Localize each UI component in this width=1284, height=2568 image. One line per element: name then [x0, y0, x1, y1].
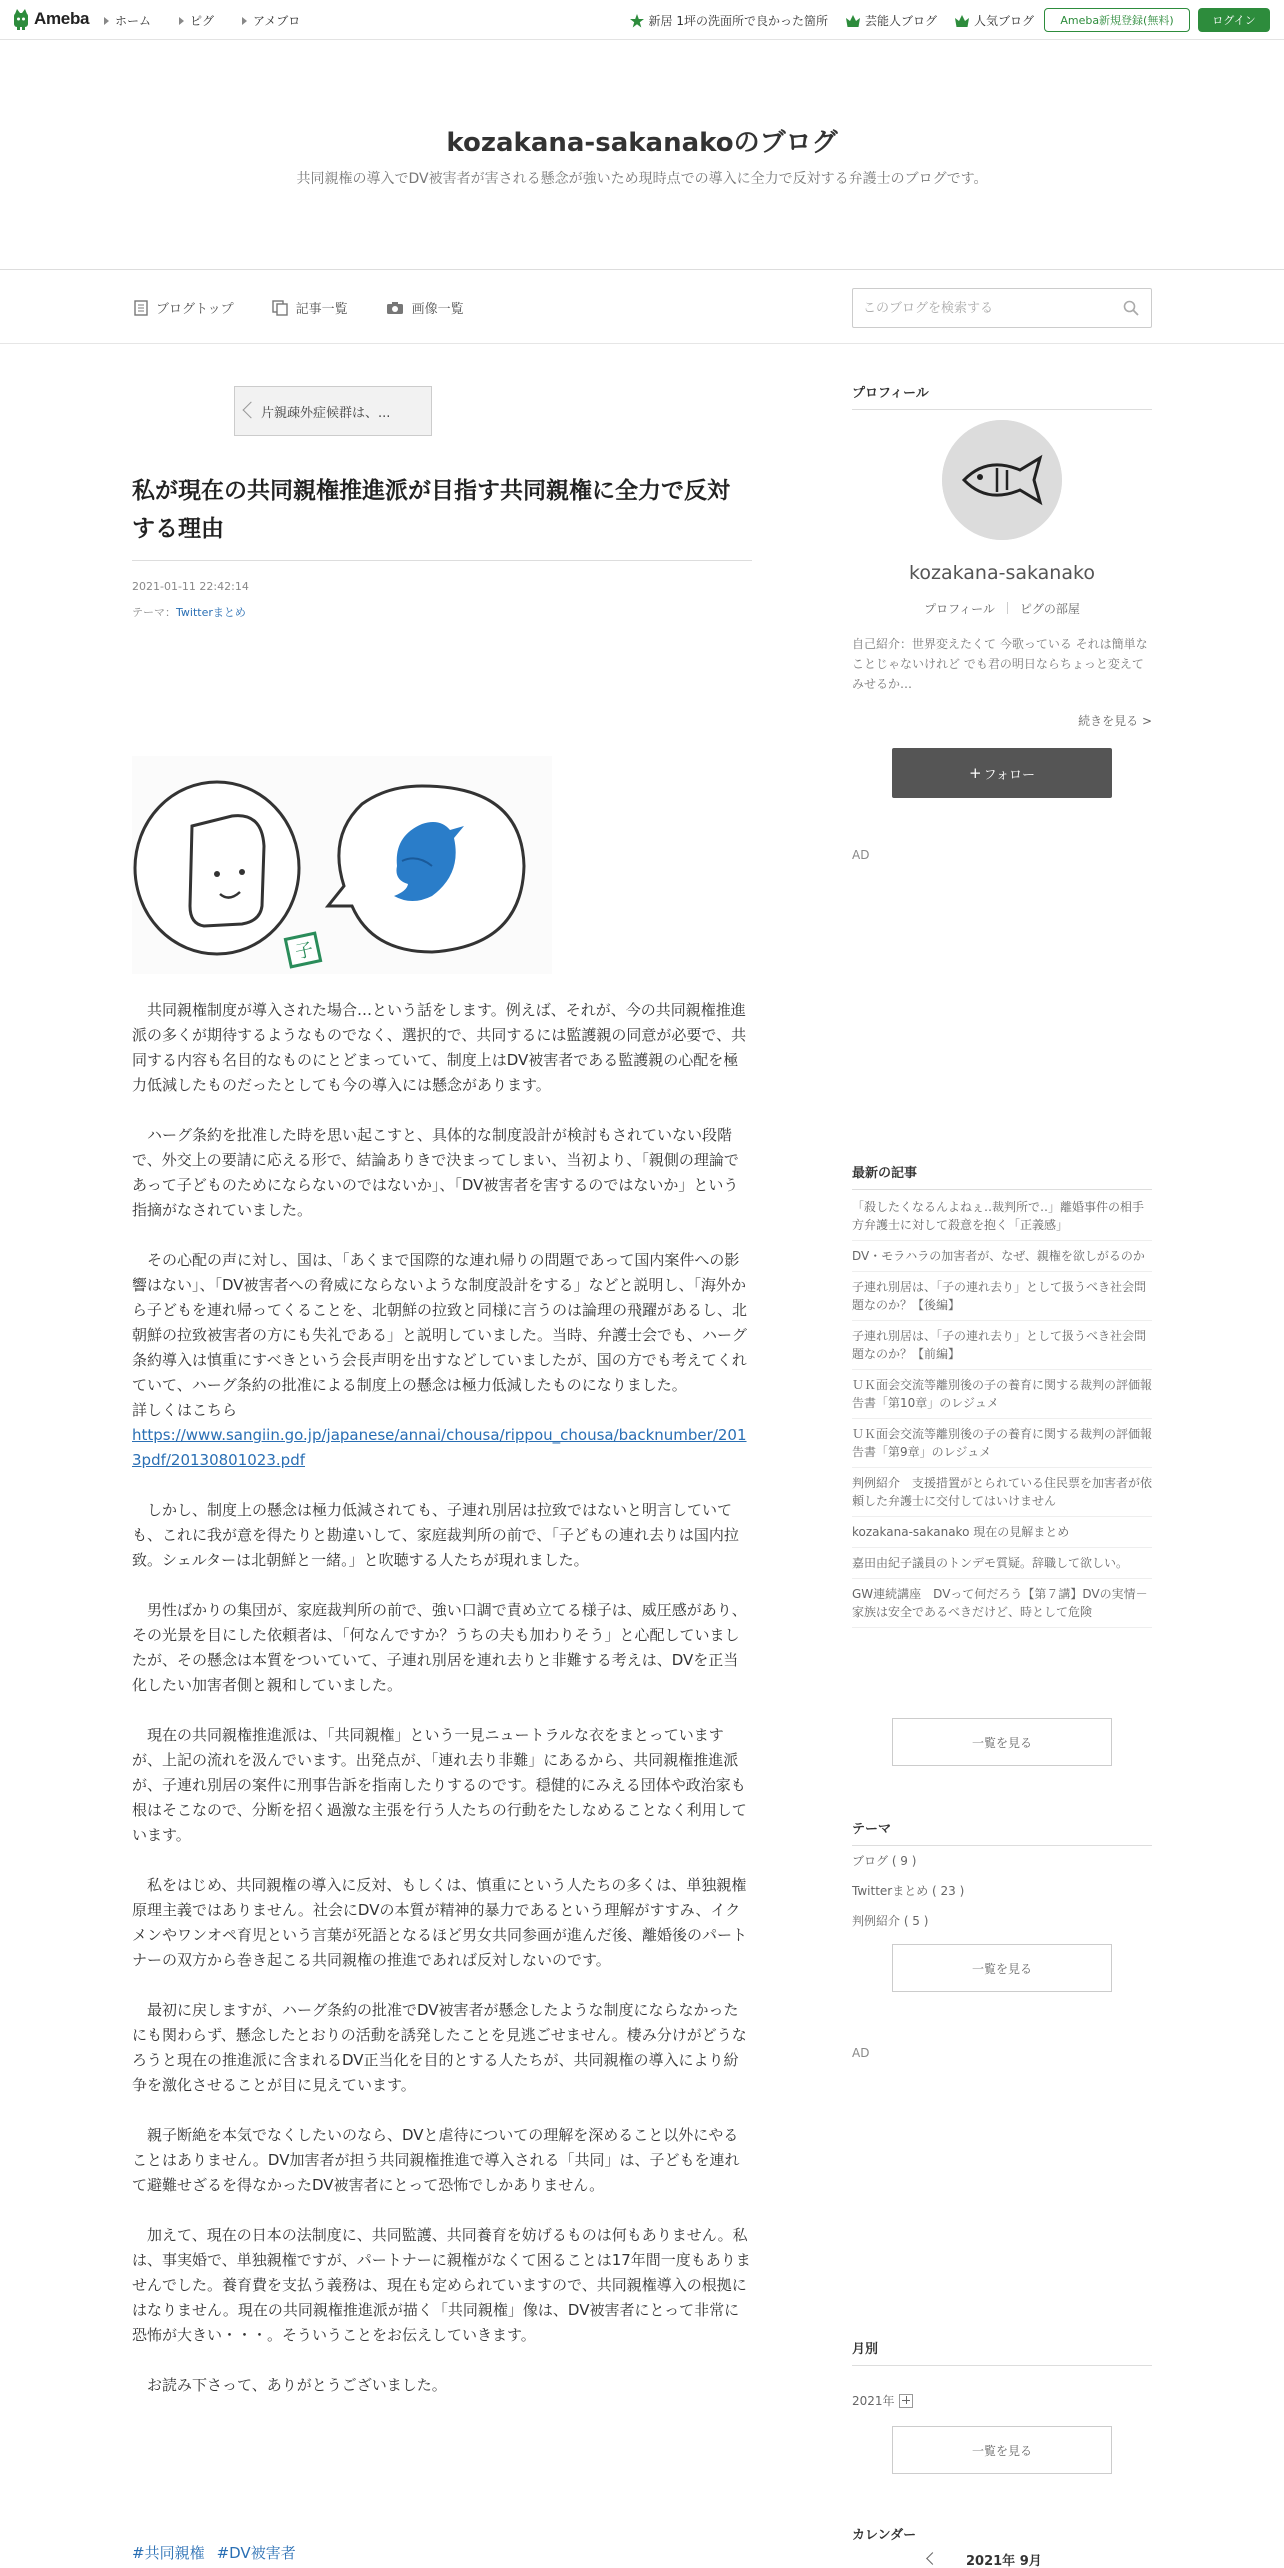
- view-all-themes-button[interactable]: 一覧を見る: [892, 1944, 1112, 1992]
- paragraph: しかし、制度上の懸念は極力低減されても、子連れ別居は拉致ではないと明言していても、これに我が意を得たりと勘違いして、家庭裁判所の前で、「子どもの連れ去りは国内拉致。シェルターは北朝鮮と一緒。」と吹聴する人たちが現れました。: [132, 1501, 739, 1569]
- nav-ameblo[interactable]: アメブロ: [242, 12, 300, 29]
- copy-icon: [272, 300, 288, 316]
- theme-heading: テーマ: [852, 1818, 1152, 1846]
- list-item[interactable]: 子連れ別居は、「子の連れ去り」として扱うべき社会問題なのか？【後編】: [852, 1272, 1152, 1321]
- paragraph: 加えて、現在の日本の法制度に、共同監護、共同養育を妨げるものは何もありません。私は、事実婚で、単独親権ですが、パートナーに親権がなくて困ることは17年間一度もありませんでした。養育費を支払う義務は、現在も定められていますので、共同親権導入の根拠にはなりません。現在の共同親権推進派が描く「共同親権」像は、DV被害者にとって非常に恐怖が大きい・・・。そういうことをお伝えしていきます。: [132, 2226, 751, 2344]
- follow-button[interactable]: + フォロー: [892, 748, 1112, 798]
- article-list-link[interactable]: 記事一覧: [272, 298, 348, 317]
- list-item[interactable]: 子連れ別居は、「子の連れ去り」として扱うべき社会問題なのか？【前編】: [852, 1321, 1152, 1370]
- paragraph: 男性ばかりの集団が、家庭裁判所の前で、強い口調で責め立てる様子は、威圧感があり、その光景を目にした依頼者は、「何なんですか？うちの夫も加わりそう」と心配していましたが、その懸念は本質をついていて、子連れ別居を連れ去りと非難する考えは、DVを正当化したい加害者側と親和していました。: [132, 1601, 747, 1694]
- detail-link[interactable]: https://www.sangiin.go.jp/japanese/annai/chousa/rippou_chousa/backnumber/2013pdf/20130801023.pdf: [132, 1426, 747, 1469]
- profile-intro: 自己紹介：世界変えたくて 今歌っている それは簡単なことじゃないけれど でも君の明日ならちょっと変えてみせるか…: [852, 637, 1148, 691]
- recent-heading: 最新の記事: [852, 1162, 1152, 1190]
- paragraph: 私をはじめ、共同親権の導入に反対、もしくは、慎重にという人たちの多くは、単独親権原理主義ではありません。社会にDVの本質が精神的暴力であるという理解がすすみ、イクメンやワンオペ育児という言葉が死語となるほど男女共同参画が進んだ後、離婚後のパートナーの双方から巻き起こる共同親権の推進であれば反対しないのです。: [132, 1876, 748, 1969]
- paragraph: 現在の共同親権推進派は、「共同親権」という一見ニュートラルな衣をまとっていますが、上記の流れを汲んでいます。出発点が、「連れ去り非難」にあるから、共同親権推進派が、子連れ別居の案件に刑事告訴を指南したりするのです。穏健的にみえる団体や政治家も根はそこなので、分断を招く過激な主張を行う人たちの行動をたしなめることなく利用しています。: [132, 1726, 747, 1844]
- list-item[interactable]: 嘉田由紀子議員のトンデモ質疑。辞職して欲しい。: [852, 1548, 1152, 1579]
- ad-label: AD: [852, 848, 870, 862]
- crown-icon: [846, 15, 860, 27]
- blog-search-input[interactable]: [863, 289, 1113, 327]
- month-item[interactable]: 2021年: [852, 2392, 913, 2409]
- blog-nav: [0, 272, 1284, 344]
- theme-item[interactable]: 判例紹介 ( 5 ): [852, 1914, 929, 1928]
- profile-heading: プロフィール: [852, 382, 1152, 410]
- document-icon: [134, 300, 148, 316]
- paragraph: お読み下さって、ありがとうございました。: [147, 2376, 447, 2394]
- list-item[interactable]: ＵＫ面会交流等離別後の子の養育に関する裁判の評価報告書「第9章」のレジュメ: [852, 1419, 1152, 1468]
- article-illustration: [132, 756, 552, 974]
- paragraph: 最初に戻しますが、ハーグ条約の批准でDV被害者が懸念したような制度にならなかったにも関わらず、懸念したとおりの活動を誘発したことを見逃ごせません。棲み分けがどうなろうと現在の推進派に含まれるDV正当化を目的とする人たちが、共同親権の導入により紛争を激化させることが目に見えています。: [132, 2001, 747, 2094]
- search-icon[interactable]: [1123, 300, 1139, 316]
- profile-link[interactable]: プロフィール: [924, 602, 995, 616]
- caret-right-icon: [179, 17, 184, 25]
- hashtag-link[interactable]: #共同親権: [132, 2544, 205, 2562]
- article-theme: テーマ：Twitterまとめ: [132, 606, 246, 619]
- article-date: 2021-01-11 22:42:14: [132, 580, 249, 593]
- recent-articles-list: [852, 1192, 1152, 1628]
- ad-label: AD: [852, 2046, 870, 2060]
- theme-link[interactable]: Twitterまとめ: [176, 606, 246, 619]
- list-item[interactable]: 「殺したくなるんよねぇ‥裁判所で‥」離婚事件の相手方弁護士に対して殺意を抱く「正義感」: [852, 1192, 1152, 1241]
- login-button[interactable]: ログイン: [1198, 8, 1270, 32]
- paragraph: その心配の声に対し、国は、「あくまで国際的な連れ帰りの問題であって国内案件への影響はない」、「DV被害者への脅威にならないような制度設計をする」などと説明し、「海外から子どもを連れ帰ってくることを、北朝鮮の拉致と同様に言うのは論理の飛躍があるし、北朝鮮の拉致被害者の方にも失礼である」と説明していました。当時、弁護士会でも、ハーグ条約導入は慎重にすべきという会長声明を出すなどしていましたが、国の方でも考えてくれていて、ハーグ条約の批准による制度上の懸念は極力低減したものになりました。: [132, 1251, 748, 1394]
- logo-text: Ameba: [34, 9, 90, 28]
- calendar-month: 2021年 9月: [966, 2554, 1042, 2568]
- title-divider: [132, 560, 752, 561]
- ameba-mascot-icon: [12, 8, 30, 30]
- trending-link[interactable]: 新居 1坪の洗面所で良かった箇所: [630, 12, 828, 29]
- avatar[interactable]: [942, 420, 1062, 540]
- detail-link-paragraph: [132, 1423, 752, 1473]
- view-all-recent-button[interactable]: 一覧を見る: [892, 1718, 1112, 1766]
- hashtag-link[interactable]: #DV被害者: [216, 2544, 296, 2562]
- list-item[interactable]: 判例紹介 支援措置がとられている住民票を加害者が依頼した弁護士に交付してはいけません: [852, 1468, 1152, 1517]
- caret-right-icon: [104, 17, 109, 25]
- month-heading: 月別: [852, 2338, 1152, 2366]
- calendar-heading: カレンダー: [852, 2528, 917, 2543]
- article-body: [132, 998, 752, 2423]
- popular-blog-link[interactable]: 人気ブログ: [955, 12, 1034, 29]
- paragraph: ハーグ条約を批准した時を思い起こすと、具体的な制度設計が検討もされていない段階で、外交上の要請に応える形で、結論ありきで決まってしまい、当初より、「親側の理論であって子どものためにならないのではないか」、「DV被害者を害するのではないか」という指摘がなされていました。: [132, 1126, 739, 1219]
- previous-article-button[interactable]: 片親疎外症候群は、...: [234, 386, 432, 436]
- blog-description: 共同親権の導入でDV被害者が害される懸念が強いため現時点での導入に全力で反対する弁護士のブログです。: [296, 171, 988, 187]
- nav-pigg[interactable]: ピグ: [179, 12, 214, 29]
- chevron-left-icon[interactable]: [926, 2552, 939, 2565]
- read-more-link[interactable]: 続きを見る >: [1078, 714, 1152, 728]
- global-nav: [104, 12, 300, 29]
- paragraph: 共同親権制度が導入された場合…という話をします。例えば、それが、今の共同親権推進派の多くが期待するようなものでなく、選択的で、共同するには監護親の同意が必要で、共同する内容も名目的なものにとどまっていて、制度上はDV被害者である監護親の心配を極力低減したものだったとしても今の導入には懸念があります。: [132, 1001, 747, 1094]
- theme-list: [852, 1846, 1152, 1936]
- ameba-logo[interactable]: [12, 8, 89, 30]
- camera-icon: [386, 301, 404, 315]
- profile-name[interactable]: kozakana-sakanako: [909, 562, 1095, 584]
- blog-top-link[interactable]: ブログトップ: [134, 298, 234, 317]
- theme-item[interactable]: Twitterまとめ ( 23 ): [852, 1884, 965, 1898]
- divider: [1007, 602, 1008, 614]
- image-list-link[interactable]: 画像一覧: [386, 298, 464, 317]
- view-all-months-button[interactable]: 一覧を見る: [892, 2426, 1112, 2474]
- nav-home[interactable]: ホーム: [104, 12, 151, 29]
- plus-icon: +: [969, 764, 982, 782]
- svg-text:子: 子: [293, 939, 316, 964]
- fish-icon: [942, 420, 1062, 540]
- article-title[interactable]: 私が現在の共同親権推進派が目指す共同親権に全力で反対する理由: [132, 478, 730, 542]
- celebrity-blog-link[interactable]: 芸能人ブログ: [846, 12, 937, 29]
- list-item[interactable]: kozakana-sakanako 現在の見解まとめ: [852, 1517, 1152, 1548]
- detail-label: 詳しくはこちら: [132, 1401, 238, 1419]
- pigg-room-link[interactable]: ピグの部屋: [1019, 602, 1080, 616]
- global-header: [0, 0, 1284, 40]
- chevron-left-icon: [243, 402, 260, 419]
- expand-icon[interactable]: [899, 2394, 913, 2408]
- blog-title[interactable]: kozakana-sakanakoのブログ: [446, 128, 838, 158]
- list-item[interactable]: GW連続講座 DVって何だろう【第７講】DVの実情－家族は安全であるべきだけど、時として危険: [852, 1579, 1152, 1628]
- header-right-links: [630, 12, 1034, 29]
- blog-header: [0, 40, 1284, 270]
- list-item[interactable]: ＵＫ面会交流等離別後の子の養育に関する裁判の評価報告書「第10章」のレジュメ: [852, 1370, 1152, 1419]
- blog-search: [852, 288, 1152, 328]
- paragraph: 親子断絶を本気でなくしたいのなら、DVと虐待についての理解を深めること以外にやることはありません。DV加害者が担う共同親権推進で導入される「共同」は、子どもを連れて避難せざるを得なかったDV被害者にとって恐怖でしかありません。: [132, 2126, 740, 2194]
- list-item[interactable]: DV・モラハラの加害者が、なぜ、親権を欲しがるのか: [852, 1241, 1152, 1272]
- caret-right-icon: [242, 17, 247, 25]
- register-button[interactable]: Ameba新規登録(無料): [1044, 8, 1190, 32]
- hashtags: [132, 2542, 296, 2563]
- profile-links: [852, 600, 1152, 617]
- star-icon: [630, 14, 644, 28]
- crown-icon: [955, 15, 969, 27]
- theme-item[interactable]: ブログ ( 9 ): [852, 1854, 917, 1868]
